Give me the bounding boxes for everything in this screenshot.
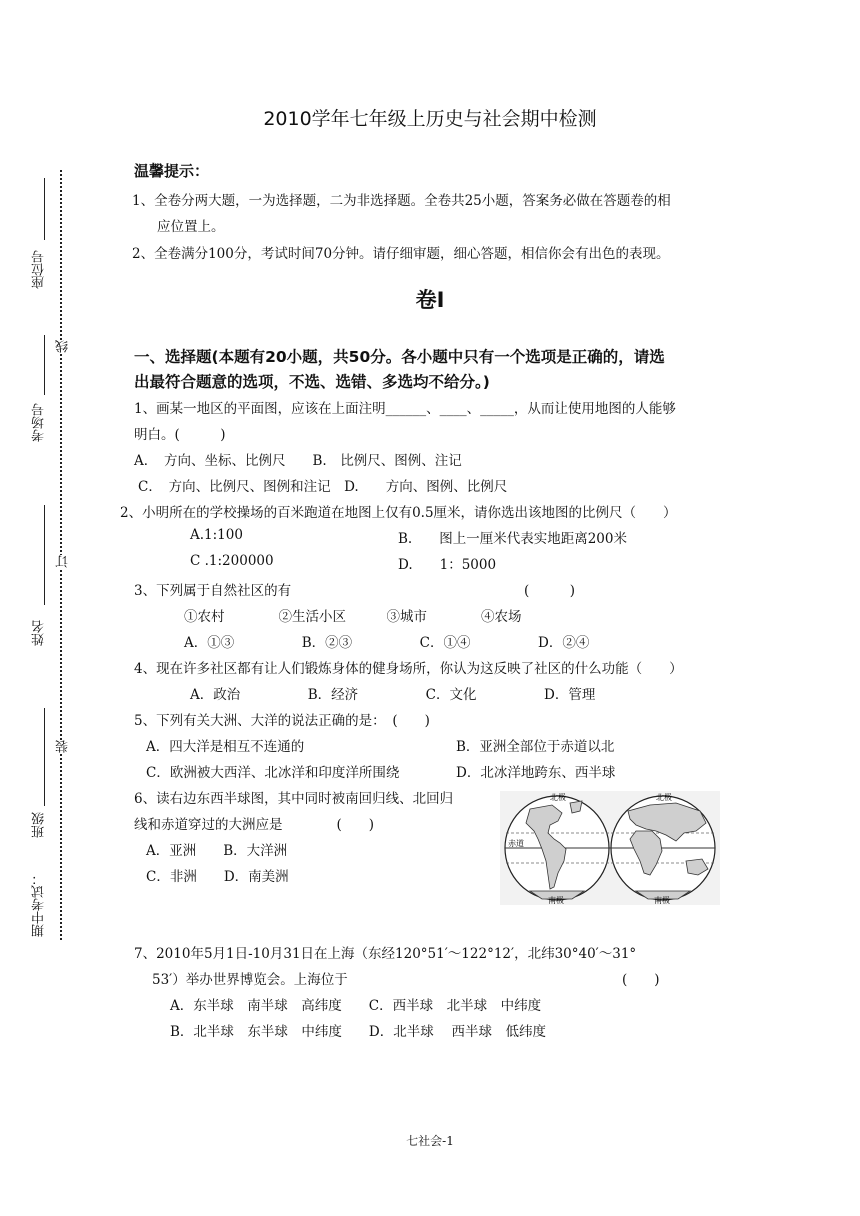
q6-stem: 6、读右边东西半球图，其中同时被南回归线、北回归 xyxy=(134,791,454,807)
q5-stem: 5、下列有关大洲、大洋的说法正确的是： ( ) xyxy=(134,713,430,729)
binding-char-zhuang: 装 xyxy=(56,740,71,753)
q1-stem: 1、画某一地区的平面图，应该在上面注明______、____、_____，从而让使用地图的人能够 xyxy=(134,401,676,417)
q7-stem: 7、2010年5月1日-10月31日在上海（东经120°51′～122°12′，北纬30°40′～31° xyxy=(134,946,637,962)
class-blank xyxy=(44,708,45,806)
q1-stem-cont: 明白。( ) xyxy=(134,427,226,443)
tip-line-2: 2、全卷满分100分，考试时间70分钟。请仔细审题，细心答题，相信你会有出色的表现。 xyxy=(132,246,670,262)
q4-options: A．政治 B．经济 C．文化 D．管理 xyxy=(190,687,596,703)
binding-char-ding: 订 xyxy=(56,555,71,568)
q6-options-cd: C．非洲 D．南美洲 xyxy=(146,869,289,885)
q2-option-d: D. 1：5000 xyxy=(398,557,497,573)
page-footer: 七社会-1 xyxy=(406,1134,454,1148)
q2-option-b: B. 图上一厘米代表实地距离200米 xyxy=(398,531,627,547)
section-heading-line2: 出最符合题意的选项，不选、选错、多选均不给分。) xyxy=(134,373,490,391)
q5-option-b: B．亚洲全部位于赤道以北 xyxy=(456,739,615,755)
q2-stem: 2、小明所在的学校操场的百米跑道在地图上仅有0.5厘米，请你选出该地图的比例尺（ ） xyxy=(120,505,677,521)
q4-stem: 4、现在许多社区都有让人们锻炼身体的健身场所，你认为这反映了社区的什么功能（ ） xyxy=(134,661,683,677)
seat-blank xyxy=(44,178,45,240)
q6-stem-cont: 线和赤道穿过的大洲应是 ( ) xyxy=(134,817,375,833)
q3-items: ①农村 ②生活小区 ③城市 ④农场 xyxy=(184,609,522,625)
q3-options: A．①③ B．②③ C．①④ D．②④ xyxy=(184,635,590,651)
q5-option-c: C．欧洲被大西洋、北冰洋和印度洋所围绕 xyxy=(146,765,400,781)
name-label: 姓名 xyxy=(32,620,47,646)
map-label-equator: 赤道 xyxy=(508,839,524,848)
name-blank xyxy=(44,505,45,605)
q3-stem: 3、下列属于自然社区的有 xyxy=(134,583,292,599)
binding-char-xian: 线 xyxy=(56,340,71,353)
q7-options-bd: B．北半球 东半球 中纬度 D．北半球 西半球 低纬度 xyxy=(170,1024,547,1040)
tip-line-1: 1、全卷分两大题，一为选择题，二为非选择题。全卷共25小题，答案务必做在答题卷的相 xyxy=(132,193,671,209)
q5-option-a: A．四大洋是相互不连通的 xyxy=(146,739,305,755)
map-label-north-pole-right: 北极 xyxy=(656,793,672,802)
room-blank xyxy=(44,335,45,395)
section-heading-line1: 一、选择题(本题有20小题，共50分。各小题中只有一个选项是正确的，请选 xyxy=(134,348,665,366)
exam-room-label: 考场号 xyxy=(32,403,47,442)
seat-number-label: 座位号 xyxy=(32,250,47,289)
page-title: 2010学年七年级上历史与社会期中检测 xyxy=(263,108,597,130)
map-label-south-pole-right: 南极 xyxy=(654,896,670,905)
class-label: 班级 xyxy=(32,812,47,838)
q1-options-ab: A． 方向、坐标、比例尺 B. 比例尺、图例、注记 xyxy=(134,453,462,469)
volume-heading: 卷Ⅰ xyxy=(415,288,445,312)
q7-stem-cont: 53′）举办世界博览会。上海位于 xyxy=(152,972,348,988)
tip-line-1-cont: 应位置上。 xyxy=(157,219,225,235)
hemisphere-map xyxy=(500,791,720,905)
q2-option-c: C .1:200000 xyxy=(190,553,274,569)
q5-option-d: D．北冰洋地跨东、西半球 xyxy=(456,765,616,781)
midterm-label: 期中考试： xyxy=(32,872,47,937)
q3-answer-paren: ( ) xyxy=(524,583,576,599)
q6-options-ab: A．亚洲 B．大洋洲 xyxy=(146,843,288,859)
q2-option-a: A.1:100 xyxy=(190,527,243,543)
tips-heading: 温馨提示： xyxy=(134,162,210,180)
q7-options-ac: A．东半球 南半球 高纬度 C．西半球 北半球 中纬度 xyxy=(170,998,542,1014)
q1-options-cd: C． 方向、比例尺、图例和注记 D. 方向、图例、比例尺 xyxy=(138,479,508,495)
map-label-south-pole-left: 南极 xyxy=(548,896,564,905)
map-label-north-pole-left: 北极 xyxy=(550,793,566,802)
q7-answer-paren: ( ) xyxy=(622,972,660,988)
